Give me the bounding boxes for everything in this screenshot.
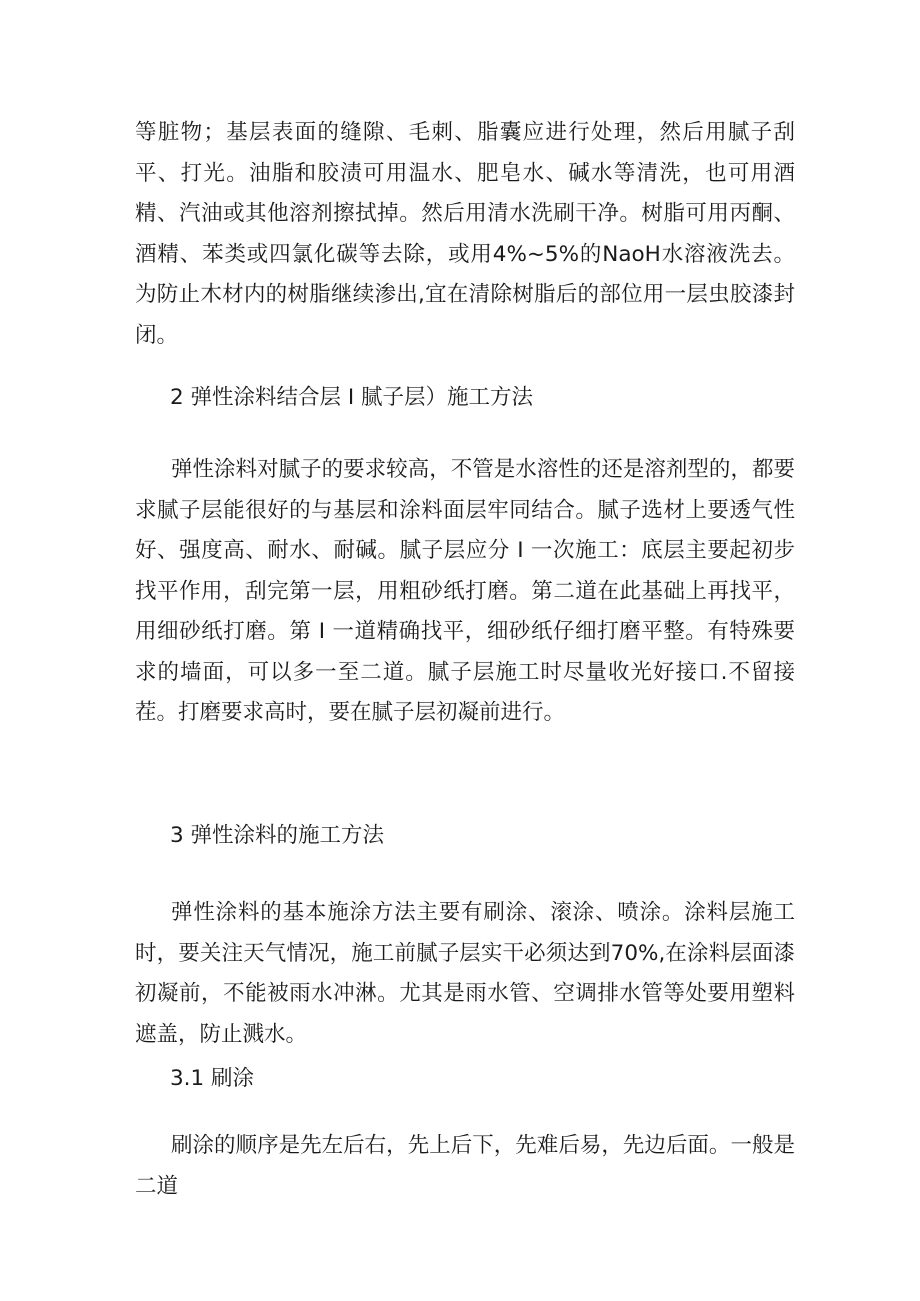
paragraph-surface-cleaning: 等脏物；基层表面的缝隙、毛刺、脂囊应进行处理，然后用腻子刮平、打光。油脂和胶渍可用温水、肥皂水、碱水等清洗，也可用酒精、汽油或其他溶剂擦拭掉。然后用清水洗刷干净。树脂可用丙酮、酒精、苯类或四氯化碳等去除，或用4%~5%的NaoH水溶液洗去。为防止木材内的树脂继续渗出,宜在清除树脂后的部位用一层虫胶漆封闭。 (135, 120, 795, 348)
section-heading-construction-method: 3 弹性涂料的施工方法 (170, 823, 385, 848)
section-heading-brushing: 3.1 刷涂 (170, 1066, 255, 1091)
paragraph-brushing: 刷涂的顺序是先左后右，先上后下，先难后易，先边后面。一般是二道 (135, 1133, 795, 1199)
paragraph-putty-layer: 弹性涂料对腻子的要求较高，不管是水溶性的还是溶剂型的，都要求腻子层能很好的与基层和涂料面层牢同结合。腻子选材上要透气性好、强度高、耐水、耐碱。腻子层应分 I 一次施工：底层主要起初步找平作用，刮完第一层，用粗砂纸打磨。第二道在此基础上再找平，用细砂纸打磨。第 I 一道精确找平，细砂纸仔细打磨平整。有特殊要求的墙面，可以多一至二道。腻子层施工时尽量收光好接口.不留接茬。打磨要求高时，要在腻子层初凝前进行。 (135, 457, 795, 725)
section-heading-putty-layer: 2 弹性涂料结合层 I 腻子层）施工方法 (170, 385, 534, 410)
paragraph-construction-method: 弹性涂料的基本施涂方法主要有刷涂、滚涂、喷涂。涂料层施工时，要关注天气情况，施工前腻子层实干必须达到70%,在涂料层面漆初凝前，不能被雨水冲淋。尤其是雨水管、空调排水管等处要用塑料遮盖，防止溅水。 (135, 900, 795, 1047)
